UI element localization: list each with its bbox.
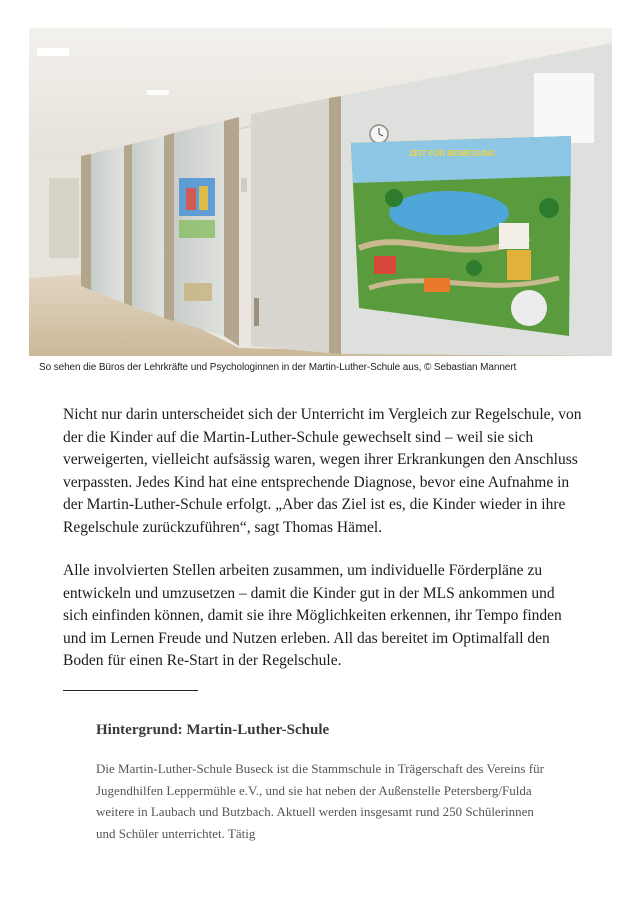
background-box-title: Hintergrund: Martin-Luther-Schule xyxy=(96,722,330,738)
article-paragraph: Alle involvierten Stellen arbeiten zusammen, um individuelle Förderpläne zu entwickeln und umzusetzen – damit die Kinder gut in der MLS ankommen und sich einfinden können, damit sie ihre Möglichkeiten erkennen, ihr Tempo finden und im Lernen Freude und Nutzen erleben. All das bereitet im Optimalfall den Boden für einen Re-Start in der Regelschule. xyxy=(63,562,562,669)
poster xyxy=(351,136,571,336)
article-paragraph: Nicht nur darin unterscheidet sich der Unterricht im Vergleich zur Regelschule, von der die Kinder auf die Martin-Luther-Schule gewechselt sind – weil sie sich verweigerten, vielleicht aufsässig waren, wegen ihrer Erkrankungen den Anschluss verpassten. Jedes Kind hat eine entsprechende Diagnose, bevor eine Aufnahme in der Martin-Luther-Schule erfolgt. „Aber das Ziel ist es, die Kinder wieder in ihre Regelschule zurückzuführen“, sagt Thomas Hämel. xyxy=(63,406,582,536)
hallway-photo-illustration xyxy=(29,28,612,356)
background-box-text: Die Martin-Luther-Schule Buseck ist die Stammschule in Trägerschaft des Vereins für Jugendhilfen Leppermühle e.V., und sie hat neben der Außenstelle Petersberg/Fulda weitere in Laubach und Butzbach. Aktuell werden insgesamt rund 250 Schülerinnen und Schüler unterrichtet. Tätig xyxy=(96,761,544,841)
article-photo xyxy=(29,28,612,356)
section-divider xyxy=(63,690,198,691)
photo-caption: So sehen die Büros der Lehrkräfte und Psychologinnen in der Martin-Luther-Schule aus, © Sebastian Mannert xyxy=(39,362,517,373)
poster-title: ZEIT FÜR BEWEGUNG xyxy=(409,149,496,158)
